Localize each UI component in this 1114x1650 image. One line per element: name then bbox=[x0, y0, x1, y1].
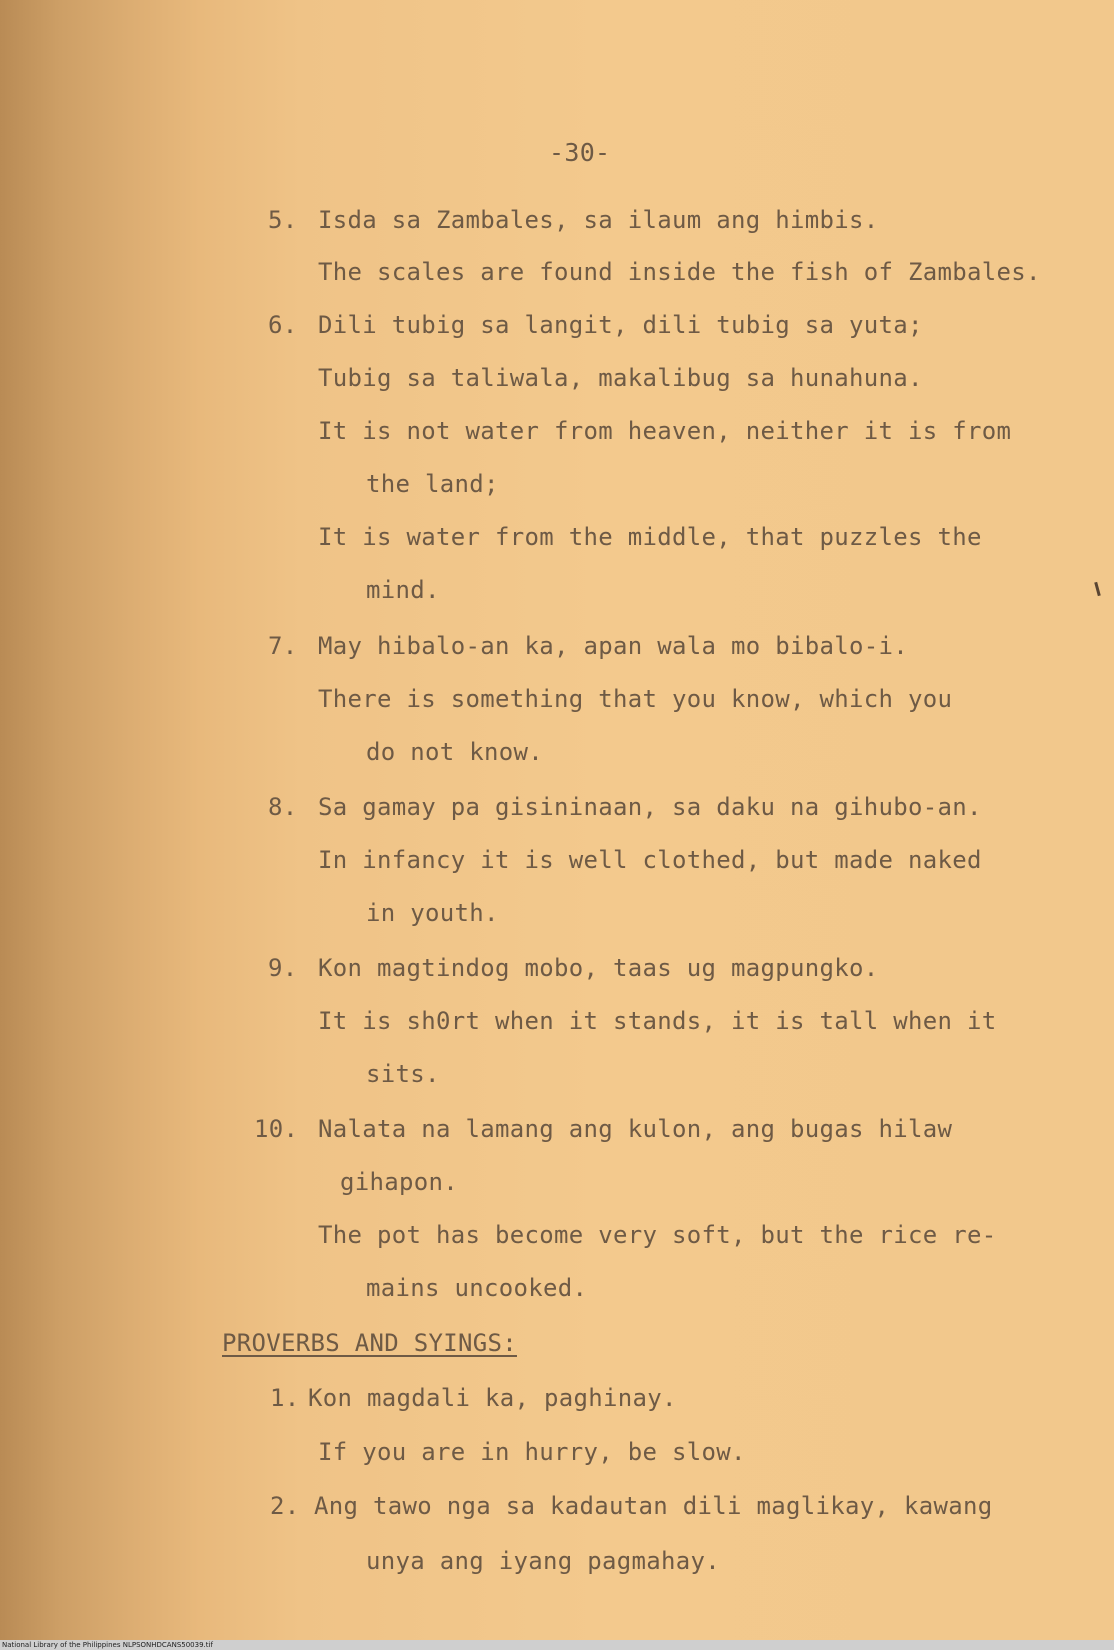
riddle-7-number: 7. bbox=[268, 632, 298, 660]
riddle-8-line-2: In infancy it is well clothed, but made naked bbox=[318, 846, 982, 874]
proverb-1-number: 1. bbox=[270, 1384, 300, 1412]
riddle-10-line-2: gihapon. bbox=[340, 1168, 458, 1196]
proverb-2-line-1: Ang tawo nga sa kadautan dili maglikay, kawang bbox=[314, 1492, 993, 1520]
stray-ink-mark bbox=[1094, 582, 1101, 596]
riddle-6-line-6: mind. bbox=[366, 576, 440, 604]
proverb-2-number: 2. bbox=[270, 1492, 300, 1520]
riddle-6-line-5: It is water from the middle, that puzzles the bbox=[318, 523, 982, 551]
riddle-7-line-2: There is something that you know, which you bbox=[318, 685, 953, 713]
riddle-6-line-1: Dili tubig sa langit, dili tubig sa yuta; bbox=[318, 311, 923, 339]
riddle-6-line-3: It is not water from heaven, neither it is from bbox=[318, 417, 1012, 445]
riddle-9-line-2: It is sh0rt when it stands, it is tall when it bbox=[318, 1007, 997, 1035]
riddle-9-line-1: Kon magtindog mobo, taas ug magpungko. bbox=[318, 954, 879, 982]
proverb-2-line-2: unya ang iyang pagmahay. bbox=[366, 1547, 720, 1575]
riddle-6-line-4: the land; bbox=[366, 470, 499, 498]
proverbs-heading: PROVERBS AND SYINGS: bbox=[222, 1329, 517, 1357]
proverb-1-line-1: Kon magdali ka, paghinay. bbox=[308, 1384, 677, 1412]
proverb-1-line-2: If you are in hurry, be slow. bbox=[318, 1438, 746, 1466]
riddle-9-number: 9. bbox=[268, 954, 298, 982]
page-number: -30- bbox=[549, 138, 611, 167]
riddle-10-line-4: mains uncooked. bbox=[366, 1274, 588, 1302]
riddle-10-line-3: The pot has become very soft, but the rice re- bbox=[318, 1221, 997, 1249]
riddle-7-line-1: May hibalo-an ka, apan wala mo bibalo-i. bbox=[318, 632, 908, 660]
riddle-5-line-1: Isda sa Zambales, sa ilaum ang himbis. bbox=[318, 206, 879, 234]
riddle-5-number: 5. bbox=[268, 206, 298, 234]
riddle-7-line-3: do not know. bbox=[366, 738, 543, 766]
riddle-6-number: 6. bbox=[268, 311, 298, 339]
scan-footer-label: National Library of the Philippines NLPSONHDCANS50039.tif bbox=[2, 1641, 213, 1649]
riddle-10-line-1: Nalata na lamang ang kulon, ang bugas hilaw bbox=[318, 1115, 953, 1143]
riddle-6-line-2: Tubig sa taliwala, makalibug sa hunahuna. bbox=[318, 364, 923, 392]
riddle-9-line-3: sits. bbox=[366, 1060, 440, 1088]
riddle-8-line-3: in youth. bbox=[366, 899, 499, 927]
riddle-8-number: 8. bbox=[268, 793, 298, 821]
riddle-5-line-2: The scales are found inside the fish of Zambales. bbox=[318, 258, 1041, 286]
riddle-8-line-1: Sa gamay pa gisininaan, sa daku na gihubo-an. bbox=[318, 793, 982, 821]
riddle-10-number: 10. bbox=[254, 1115, 299, 1143]
